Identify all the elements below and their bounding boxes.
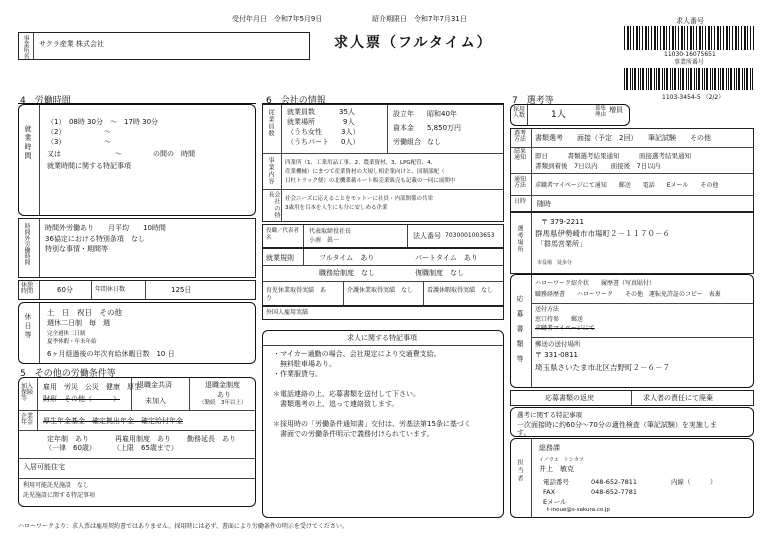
ext-label: 内線（ ） (671, 478, 717, 486)
contact-dept: 総務課 (539, 444, 560, 452)
note-line-2: ・作業服貸与。 (273, 370, 322, 378)
result-val2: 書類到着後 7日以内 面接後 7日以内 (535, 162, 661, 170)
age-label: 定年制 あり (47, 435, 89, 443)
docs-zip: 〒 331-0811 (535, 351, 578, 359)
feature-text-1: 社会ニーズに応えることをモットーに社員・内部関係の共栄 (285, 196, 434, 202)
cap-val: 5,850万円 (427, 124, 462, 132)
barcode-job (624, 26, 754, 50)
place-label: 選考場所 (516, 225, 523, 253)
est-val: 昭和40年 (427, 110, 457, 118)
emp-row-3-label: （うちパート (287, 138, 329, 146)
rules-pt: パートタイム あり (415, 254, 478, 262)
return-system: 復職制度 なし (415, 269, 464, 277)
tel-label: 電話番号 (543, 478, 569, 486)
office-no-label: 事業所番号 (674, 59, 705, 66)
insurance-row2: 財形 その他（ ） (43, 395, 120, 403)
office-name-box (18, 32, 310, 60)
retire-sys-val: あり (217, 391, 231, 399)
tel-val: 048-652-7811 (591, 478, 638, 486)
docs-send: 送付方法 (535, 306, 560, 313)
holiday-week: 週休二日制 毎 週 (47, 319, 110, 327)
other-conditions-box (18, 377, 256, 507)
rep-box (262, 224, 504, 248)
note-line-5: 書類選考の上、追って連絡致します。 (273, 400, 399, 408)
holiday-note1: 完全週休二日制 (47, 331, 86, 337)
age-val: （一律 60歳） (45, 444, 96, 452)
hire-reason-val: 増員 (609, 106, 623, 114)
date-val: 随時 (537, 200, 551, 208)
return-resp: 求人者の責任にて廃棄 (643, 394, 713, 402)
job-no-label: 求人番号 (676, 17, 704, 25)
emp-row-0-val: 35人 (339, 108, 355, 116)
paid-leave: 6ヶ月経過後の年次有給休暇日数 10 日 (47, 350, 175, 358)
overtime-36: 36協定における特別条項 なし (45, 235, 145, 243)
emp-row-1-label: 就業場所 (287, 118, 315, 126)
fax-label: FAX (543, 488, 556, 496)
return-box (510, 390, 754, 406)
section5-title: 5 その他の労働条件等 (20, 369, 116, 379)
hire-count-val: 1人 (551, 110, 566, 120)
section4-title: 4 労働時間 (20, 96, 71, 106)
childcare-notes: 託児施設に関する特記事項 (23, 492, 96, 499)
est-label: 設立年 (393, 110, 414, 118)
docs-send3: 求職者マイページにて (535, 325, 595, 332)
docs-box (510, 274, 754, 388)
selection-special-val1: 一次面接時に約60分～70分の適性検査（筆記試験）を実施しま (517, 421, 717, 429)
place-box (510, 212, 754, 274)
result-val1: 即日 書類選考結果通知 面接選考結果通知 (535, 152, 691, 160)
footer-note: ハローワークより：求人票は雇用契約書ではありません。採用時には必ず、書面により労働条件の明示を受けてください。 (18, 523, 348, 530)
foreign-label: 外国人雇用実績 (266, 309, 309, 316)
holiday-note2: 夏季休暇・年末年始 (47, 339, 97, 345)
nursing-care: 看護休暇取得実績 なし (427, 287, 494, 294)
retire-label: 退職金共済 (137, 381, 172, 389)
employees-label: 従業員数 (267, 109, 274, 137)
union-label: 労働組合 (393, 138, 421, 146)
emp-row-0-label: 就業員数 (287, 108, 315, 116)
fax-val: 048-652-7781 (591, 488, 638, 496)
work-hours-box (18, 104, 256, 216)
contact-name: 井上 敏克 (539, 465, 574, 473)
business-text-3: 日杜トラック便）の北機業載ルート販売業販売も記載の一同に展開中 (285, 178, 456, 184)
date-label: 日時 (514, 198, 527, 205)
retire-sys-label: 退職金制度 (205, 381, 240, 389)
hire-count-label: 採用人数 (513, 106, 526, 119)
business-label: 事業内容 (267, 157, 274, 185)
email-val: t-inoue@s-sakura.co.jp (547, 507, 610, 513)
housing-label: 入居可能住宅 (23, 463, 65, 471)
holiday-box (18, 302, 256, 364)
break-label: 休憩時間 (21, 282, 34, 295)
work-hours-label: 就業時間 (24, 125, 32, 161)
work-or-mid: ～ (115, 150, 122, 158)
overtime-val: 時間外労働あり 月平均 10時間 (45, 224, 166, 232)
place-addr1: 群馬県伊勢崎市市場町２－１１７０－６ (535, 229, 670, 238)
feature-label: 会社の特長 (267, 191, 280, 219)
section7-title: 7 選考等 (512, 96, 554, 106)
result-label: 結果通知 (514, 148, 527, 161)
work-or: 又は (47, 150, 61, 158)
corp-no-label: 法人番号 (413, 232, 441, 240)
overtime-special: 特別な事情・期間等 (45, 245, 108, 253)
selection-special-val2: す。 (517, 429, 531, 437)
docs-addr: 埼玉県さいたま市北区吉野町２－６－７ (535, 363, 670, 372)
method-val: 書類選考 面接（予定 2回） 筆記試験 その他 (535, 134, 711, 142)
method-label: 選考方法 (514, 130, 527, 143)
holiday-main: 土 日 祝日 その他 (47, 308, 122, 317)
notes-title: 求人に関する特記事項 (347, 334, 417, 342)
work-or-end: の間の 時間 (153, 150, 195, 158)
pension-types: 厚生年金基金 確定拠出年金 確定給付年金 (43, 417, 183, 425)
notes-box (262, 330, 504, 518)
notice-val: 求職者マイページにて通知 郵送 電話 Eメール その他 (535, 182, 719, 189)
barcode-job-text: 11030-16075651 (664, 51, 716, 58)
return-policy: 応募書類の返戻 (545, 394, 594, 402)
barcode-office-text: 1103-3454-5 （2/2） (662, 94, 725, 101)
business-text-1: 四業所（1、工業用品工事、2、農業資材、3、LPG配管、4、 (285, 160, 437, 166)
docs-send2: 窓口持参 郵送 (535, 316, 584, 323)
page-title: 求人票（フルタイム） (334, 35, 493, 51)
note-line-7: ＊採用時の「労働条件通知書」交付は、労基法第15条に基づく (273, 420, 471, 428)
contact-box (510, 438, 754, 518)
childcare-leave: 育児休業取得実績 あり (266, 287, 327, 302)
childcare-facility: 利用可能託児施設 なし (23, 482, 90, 489)
emp-row-2-label: （うち女性 (287, 128, 322, 136)
place-zip: 〒 379-2211 (541, 218, 584, 226)
rep-title: 代表取締役社長 (309, 228, 352, 235)
intro-period: 紹介期限日 令和7年7月31日 (372, 15, 467, 23)
corp-no-val: 7030001003653 (445, 232, 495, 239)
insurance-row: 雇用 労災 公災 健康 厚生 (43, 383, 141, 391)
note-line-0: ・マイカー通勤の場合、会社規定により交通費支給。 (273, 350, 441, 358)
holiday-label: 休日等 (24, 313, 32, 340)
annual-label: 年間休日数 (95, 286, 126, 293)
contact-label: 担当者 (516, 459, 523, 483)
position-pay: 職務給制度 なし (319, 269, 375, 277)
overtime-label: 時間外労働時間 (23, 223, 30, 265)
break-val: 60分 (57, 286, 73, 294)
work-row-2: （2） ～ (47, 128, 111, 136)
rep-label: 役職／代表者名 (266, 228, 300, 242)
retire-sys-note: （勤続 3年以上） (199, 400, 247, 406)
section6-title: 6 会社の情報 (266, 96, 326, 106)
selection-box (510, 128, 754, 212)
rehire-label: 再雇用制度 あり (115, 435, 171, 443)
note-line-8: 書面での労働条件明示で義務付けられています。 (273, 430, 434, 438)
note-line-4: ＊電話連絡の上、応募書類を送付して下さい。 (273, 390, 420, 398)
business-text-2: 産業機械）にまつて産業資材の大規し相企業向けと、国制部配（ (285, 169, 445, 175)
extend-label: 勤務延長 あり (187, 435, 236, 443)
barcode-office (624, 68, 754, 90)
place-addr2: 「群馬営業所」 (537, 240, 586, 248)
emp-row-3-val: 0人） (341, 138, 360, 146)
insurance-label: 加入保険等 (21, 383, 34, 402)
place-note: 市役場 徒歩分 (537, 260, 573, 266)
company-box (262, 104, 504, 222)
work-row-3: （3） ～ (47, 138, 111, 146)
selection-special-label: 選考に関する特記事項 (517, 411, 582, 419)
foreign-box (262, 306, 504, 320)
pension-label: 企業年金 (21, 413, 34, 426)
rehire-val: （上限 65歳まで） (113, 444, 178, 452)
rules-ft: フルタイム あり (319, 254, 375, 262)
office-name: サクラ産業 株式会社 (39, 40, 104, 48)
emp-row-1-val: 9人 (343, 118, 355, 126)
contact-kana: イノウエ トシカツ (539, 457, 584, 463)
rules-box (262, 248, 504, 306)
emp-row-2-val: 3人） (341, 128, 360, 136)
email-label: Eメール (543, 498, 567, 506)
retire-val: 未加入 (145, 397, 166, 405)
docs-hw: ハローワーク紹介状 履歴書（写真貼付） (535, 280, 656, 287)
docs-addr-label: 郵送の送付場所 (535, 340, 581, 348)
office-name-label: 事業所名 (22, 35, 29, 59)
selection-special-box (510, 407, 754, 437)
cap-label: 資本金 (393, 124, 414, 132)
nursing-leave: 介護休業取得実績 なし (347, 287, 414, 294)
annual-val: 125日 (171, 286, 192, 294)
received-date: 受付年月日 令和7年5月9日 (232, 15, 323, 23)
note-line-1: 無料駐車場あり。 (273, 360, 336, 368)
rep-name: 小南 眞一 (309, 237, 340, 244)
hire-count-box (510, 104, 630, 126)
notice-label: 通知方法 (514, 176, 527, 189)
hire-reason-label: 募集理由 (595, 106, 607, 118)
work-row-1: （1） 08時 30分 ～ 17時 30分 (47, 118, 159, 126)
rules-label: 就業規則 (266, 254, 294, 262)
overtime-box (18, 218, 256, 278)
break-box (18, 280, 256, 300)
union-val: なし (427, 138, 441, 146)
docs-label: 応募書類等 (516, 295, 524, 370)
docs-cv: 職務経歴書 ハローワーク その他 運転免許証のコピー 表裏 (535, 291, 721, 298)
feature-text-2: 3歳用を目本を人生にも分に安しめる企業 (285, 205, 388, 211)
work-special: 就業時間に関する特記事項 (47, 162, 131, 170)
